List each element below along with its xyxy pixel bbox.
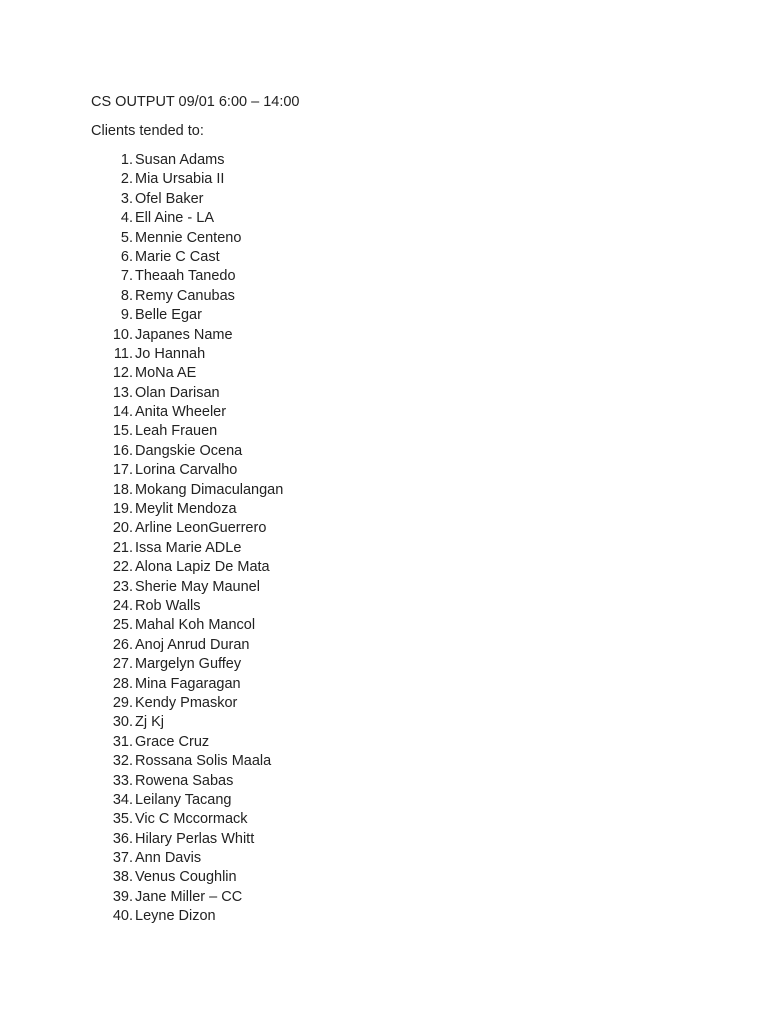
client-number: 38.: [112, 869, 133, 886]
client-name: Anoj Anrud Duran: [135, 636, 250, 653]
client-name: Mennie Centeno: [135, 229, 242, 246]
client-name: Hilary Perlas Whitt: [135, 830, 255, 847]
client-name: Marie C Cast: [135, 248, 220, 265]
client-number: 32.: [112, 753, 133, 770]
client-number: 24.: [112, 597, 133, 614]
client-name: Rowena Sabas: [135, 772, 234, 789]
client-number: 6.: [120, 248, 133, 265]
client-name: Olan Darisan: [135, 384, 220, 401]
client-name: Lorina Carvalho: [135, 462, 238, 479]
client-number: 11.: [113, 345, 133, 362]
client-name: Susan Adams: [135, 152, 225, 168]
client-number: 3.: [120, 190, 133, 207]
client-name: Ann Davis: [135, 850, 202, 867]
client-number: 22.: [112, 559, 133, 576]
client-name: Zj Kj: [135, 714, 164, 731]
client-name: Belle Egar: [135, 307, 202, 324]
client-name: Arline LeonGuerrero: [135, 520, 267, 537]
client-number: 31.: [112, 733, 133, 750]
client-number: 17.: [112, 462, 133, 479]
client-number: 10.: [112, 326, 133, 343]
client-name: Venus Coughlin: [135, 869, 237, 886]
client-number: 7.: [120, 268, 133, 285]
client-name: Jane Miller – CC: [135, 888, 243, 905]
client-number: 13.: [112, 384, 133, 401]
client-name: Leah Frauen: [135, 423, 218, 440]
client-number: 40.: [112, 908, 133, 925]
client-name: Meylit Mendoza: [135, 501, 237, 518]
client-number: 26.: [112, 636, 133, 653]
client-name: Issa Marie ADLe: [135, 539, 242, 556]
client-name: Leilany Tacang: [135, 791, 232, 808]
document-title: CS OUTPUT 09/01 6:00 – 14:00: [91, 94, 300, 110]
client-name: Mokang Dimaculangan: [135, 481, 284, 498]
client-number: 29.: [112, 694, 133, 711]
client-name: Mina Fagaragan: [135, 675, 241, 692]
client-name: Kendy Pmaskor: [135, 694, 238, 711]
client-number: 15.: [112, 423, 133, 440]
client-name: Grace Cruz: [135, 733, 210, 750]
client-number: 5.: [120, 229, 133, 246]
client-number: 25.: [112, 617, 133, 634]
client-name: Mahal Koh Mancol: [135, 617, 256, 634]
client-name: Remy Canubas: [135, 287, 235, 304]
client-name: Sherie May Maunel: [135, 578, 260, 595]
client-name: MoNa AE: [135, 365, 197, 382]
client-name: Ofel Baker: [135, 190, 204, 207]
client-name: Rob Walls: [135, 597, 201, 614]
client-number: 19.: [112, 501, 133, 518]
client-number: 2.: [120, 171, 133, 188]
client-number: 27.: [112, 656, 133, 673]
client-number: 20.: [112, 520, 133, 537]
client-name: Dangskie Ocena: [135, 442, 243, 459]
client-name: Rossana Solis Maala: [135, 753, 272, 770]
client-number: 36.: [112, 830, 133, 847]
client-number: 1.: [120, 152, 133, 168]
client-number: 14.: [112, 404, 133, 421]
client-name: Theaah Tanedo: [135, 268, 236, 285]
client-name: Leyne Dizon: [135, 908, 216, 925]
client-number: 39.: [112, 888, 133, 905]
client-number: 37.: [112, 850, 133, 867]
client-number: 23.: [112, 578, 133, 595]
client-number: 28.: [112, 675, 133, 692]
client-number: 4.: [120, 210, 133, 227]
client-number: 8.: [120, 287, 133, 304]
client-number: 33.: [112, 772, 133, 789]
client-name: Mia Ursabia II: [135, 171, 225, 188]
client-number: 21.: [112, 539, 133, 556]
client-name: Anita Wheeler: [135, 404, 227, 421]
client-name: Jo Hannah: [135, 345, 206, 362]
document-subtitle: Clients tended to:: [91, 123, 204, 139]
client-number: 9.: [120, 307, 133, 324]
client-name: Margelyn Guffey: [135, 656, 242, 673]
client-number: 12.: [112, 365, 133, 382]
client-number: 35.: [112, 811, 133, 828]
client-name: Vic C Mccormack: [135, 811, 248, 828]
client-number: 16.: [112, 442, 133, 459]
client-number: 18.: [112, 481, 133, 498]
client-number: 30.: [112, 714, 133, 731]
client-name: Japanes Name: [135, 326, 233, 343]
client-number: 34.: [112, 791, 133, 808]
client-name: Alona Lapiz De Mata: [135, 559, 270, 576]
client-name: Ell Aine - LA: [135, 210, 214, 227]
